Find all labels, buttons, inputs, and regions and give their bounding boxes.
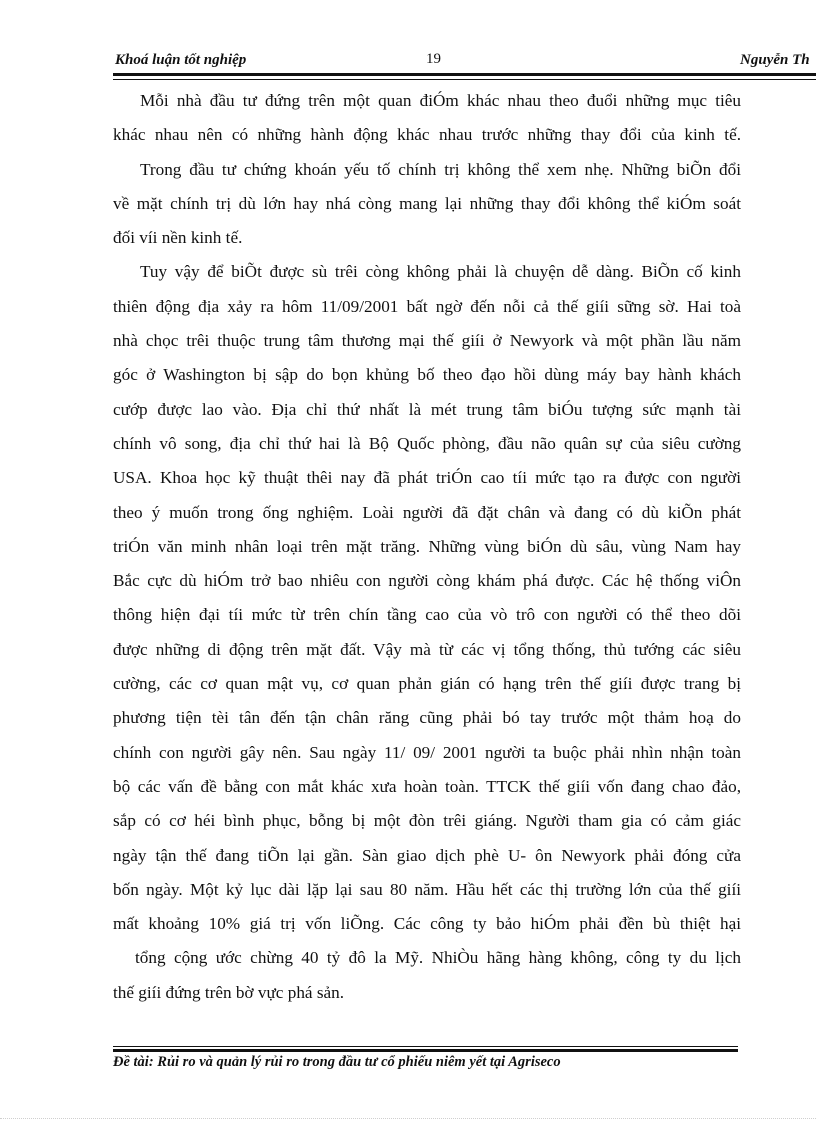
body-line: về mặt chính trị dù lớn hay nhá còng mang lại những thay đổi không thể kiÓm soát [113, 193, 741, 213]
body-line: Mỗi nhà đầu tư đứng trên một quan điÓm khác nhau theo đuổi những mục tiêu [140, 91, 741, 110]
body-line: cường, các cơ quan mật vụ, cơ quan phản gián có hạng trên thế giíi được trang bị [113, 674, 741, 694]
body-line: được những di động trên mặt đất. Vậy mà từ các vị tổng thống, thủ tướng các siêu [113, 639, 741, 659]
body-line: Bắc cực dù hiÓm trở bao nhiêu con người còng khám phá được. Các hệ thống viÔn [113, 571, 741, 591]
body-line: đối víi nền kinh tế. [113, 228, 243, 248]
body-line: Tuy vậy để biÕt được sù trêi còng không phải là chuyện dễ dàng. BiÕn cố kinh [140, 262, 741, 282]
body-line: triÓn văn minh nhân loại trên mặt trăng. Những vùng biÓn dù sâu, vùng Nam hay [113, 536, 741, 556]
body-text [113, 84, 741, 1010]
body-line: bộ các vấn đề bằng con mắt khác xưa hoàn toàn. TTCK thế giíi vốn đang chao đảo, [113, 776, 741, 796]
body-line: khác nhau nên có những hành động khác nhau trước những thay đổi của kinh tế. [113, 125, 741, 145]
body-line: theo ý muốn trong ống nghiệm. Loài người đã đặt chân và đang có dù kiÕn phát [113, 502, 741, 522]
body-line: Trong đầu tư chứng khoán yếu tố chính trị không thể xem nhẹ. Những biÕn đổi [140, 159, 741, 179]
body-line: tổng cộng ước chừng 40 tỷ đô la Mỹ. NhiÒu hãng hàng không, công ty du lịch [135, 948, 741, 968]
body-line: thiên động địa xảy ra hôm 11/09/2001 bất ngờ đến nỗi cả thế giíi sững sờ. Hai toà [113, 296, 741, 316]
body-line: chính con người gây nên. Sau ngày 11/ 09/ 2001 người ta buộc phải nhìn nhận toàn [113, 742, 741, 762]
body-line: USA. Khoa học kỹ thuật thêi nay đã phát triÓn cao tíi mức tạo ra được con người [113, 468, 741, 488]
body-line: thế giíi đứng trên bờ vực phá sản. [113, 982, 345, 1002]
body-line: góc ở Washington bị sập do bọn khủng bố theo đạo hồi dùng máy bay hành khách [113, 365, 741, 385]
page-edge-dotted-line [0, 1118, 816, 1120]
body-line: phương tiện tèi tân đến tận chân răng cũng phải bó tay trước một thảm hoạ do [113, 708, 741, 728]
header-rule [113, 73, 816, 80]
body-line: chính vô song, địa chỉ thứ hai là Bộ Quốc phòng, đầu não quân sự của siêu cường [113, 433, 741, 453]
footer-rule [113, 1046, 738, 1052]
body-line: bốn ngày. Một kỷ lục dài lặp lại sau 80 năm. Hầu hết các thị trường lớn của thế giíi [113, 879, 741, 899]
body-line: cướp được lao vào. Địa chỉ thứ nhất là mét trung tâm biÓu tượng sức mạnh tài [113, 399, 741, 419]
body-line: nhà chọc trêi thuộc trung tâm thương mại thế giíi ở Newyork và một phần lầu năm [113, 331, 741, 351]
page-footer: Đề tài: Rủi ro và quản lý rủi ro trong đầu tư cổ phiếu niêm yết tại Agriseco [113, 1054, 561, 1070]
body-line: thông hiện đại tíi mức từ trên chín tầng cao của vò trô con người có thể theo dõi [113, 605, 741, 625]
page-number: 19 [426, 51, 441, 67]
body-line: ngày tận thế đang tiÕn lại gần. Sàn giao dịch phè U- ôn Newyork phải đóng cửa [113, 845, 741, 865]
header-thesis-label: Khoá luận tốt nghiệp [115, 52, 247, 68]
body-line: sắp có cơ héi bình phục, bỗng bị một đòn trêi giáng. Người tham gia có cảm giác [113, 811, 741, 831]
body-line: mất khoảng 10% giá trị vốn liÕng. Các công ty bảo hiÓm phải đền bù thiệt hại [113, 914, 741, 934]
header-author: Nguyễn Th [740, 52, 810, 68]
